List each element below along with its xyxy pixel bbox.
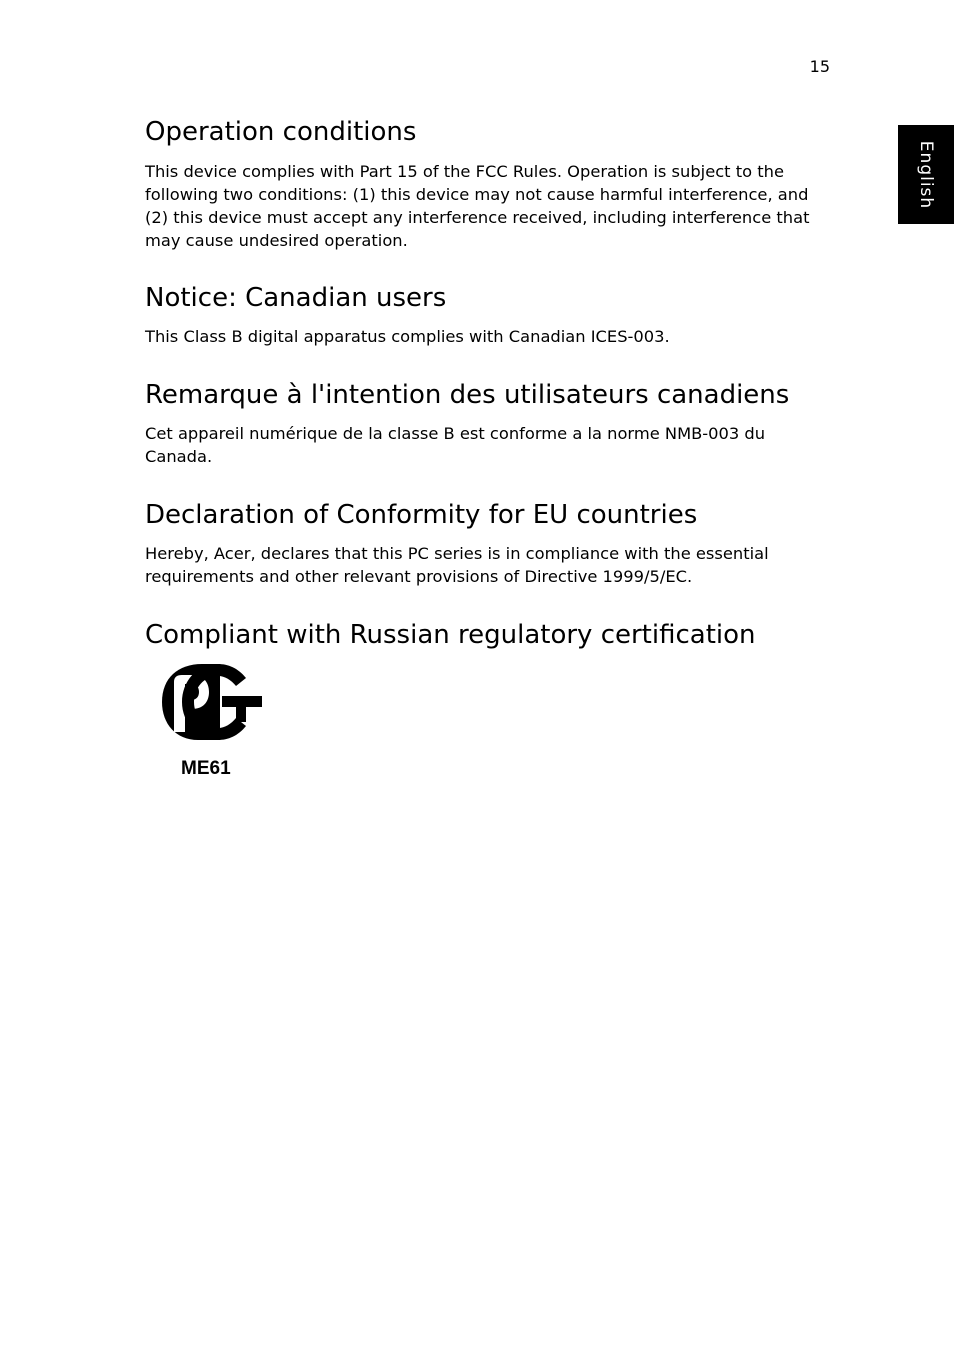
paragraph-remarque-canadiens: Cet appareil numérique de la classe B est conforme a la norme NMB-003 du Canada. [145,424,766,466]
language-tab [898,125,954,224]
heading-eu-conformity: Declaration of Conformity for EU countries [145,500,698,530]
heading-russian-certification: Compliant with Russian regulatory certification [145,620,756,650]
heading-operation-conditions: Operation conditions [145,117,417,147]
page-number: 15 [809,57,830,76]
certification-code: ME61 [181,758,231,779]
paragraph-eu-conformity: Hereby, Acer, declares that this PC series is in compliance with the essential requirements and other relevant provisions of Directive 1999/5/EC. [145,544,769,586]
paragraph-canadian-users: This Class B digital apparatus complies with Canadian ICES-003. [145,327,670,346]
heading-remarque-canadiens: Remarque à l'intention des utilisateurs canadiens [145,380,790,410]
language-tab-label: English [916,140,936,209]
pct-certification-logo-icon [158,660,264,744]
heading-canadian-users: Notice: Canadian users [145,283,447,313]
paragraph-operation-conditions: This device complies with Part 15 of the FCC Rules. Operation is subject to the following two conditions: (1) this device may not cause harmful interference, and (2) this device must accept any interference received, including interference that may cause undesired operation. [145,162,810,250]
